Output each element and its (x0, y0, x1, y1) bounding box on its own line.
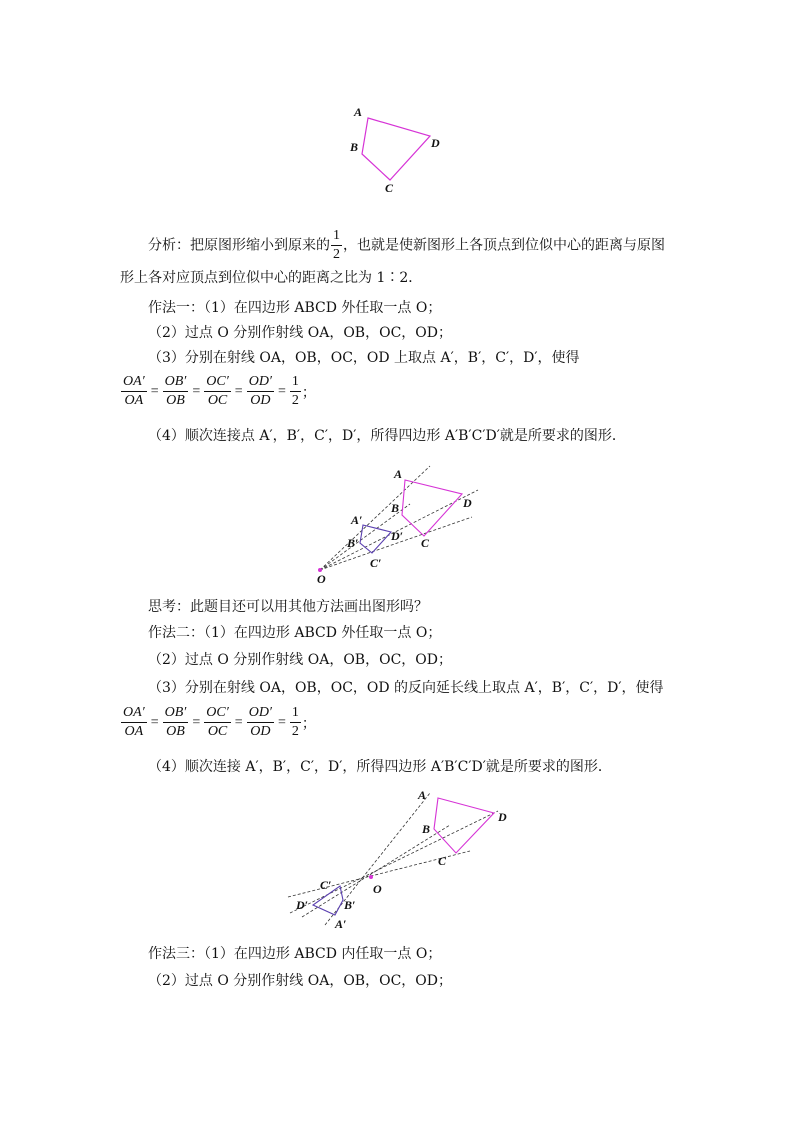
eq-sign: = (150, 714, 159, 730)
analysis-post: ，也就是使新图形上各顶点到位似中心的距离与原图 (343, 237, 665, 254)
ratio-end: ； (301, 385, 316, 401)
frac4-num: OD′ (247, 705, 274, 723)
label-d: D (498, 810, 507, 824)
label-b: B (422, 822, 431, 836)
analysis-line2: 形上各对应顶点到位似中心的距离之比为 1∶2． (120, 270, 423, 286)
figure-method1 (300, 462, 490, 587)
method1-step4: （4）顺次连接点 A′，B′，C′，D′，所得四边形 A′B′C′D′就是所要求的图形． (148, 428, 626, 444)
analysis-pre: 分析：把原图形缩小到原来的 (148, 237, 330, 254)
label-o: O (373, 882, 382, 896)
quad-abcd (362, 118, 430, 180)
label-d: D (431, 136, 440, 150)
method2-step3: （3）分别在射线 OA，OB，OC，OD 的反向延长线上取点 A′，B′，C′，D′，使得 (148, 680, 664, 696)
frac4-den: OD (250, 393, 271, 408)
ray-od (290, 811, 498, 913)
label-c: C (421, 536, 430, 550)
half-den: 2 (291, 393, 299, 408)
eq-sign: = (150, 383, 159, 399)
analysis-half-den: 2 (333, 247, 340, 262)
method1-step1: 作法一：（1）在四边形 ABCD 外任取一点 O； (148, 300, 442, 316)
ray-oc (320, 517, 472, 570)
quad-abcd (434, 798, 494, 853)
method2-step2: （2）过点 O 分别作射线 OA，OB，OC，OD； (148, 652, 452, 668)
label-a: A (354, 105, 363, 119)
frac1-den: OA (124, 393, 144, 408)
frac2-num: OB′ (163, 705, 189, 723)
method1-ratio-equation (120, 374, 316, 409)
eq-sign: = (234, 714, 243, 730)
quad-a1b1c1d1 (360, 525, 391, 553)
label-o: O (317, 572, 326, 586)
quad-abcd (402, 480, 462, 536)
method2-ratio-equation (120, 705, 316, 740)
label-b: B (391, 501, 400, 515)
label-a: A (418, 788, 427, 802)
eq-sign: = (234, 383, 243, 399)
eq-sign: = (192, 714, 201, 730)
label-d: D (463, 496, 472, 510)
method2-step1: 作法二：（1）在四边形 ABCD 外任取一点 O； (148, 625, 442, 641)
figure-method2 (280, 785, 520, 935)
eq-sign: = (192, 383, 201, 399)
method1-step2: （2）过点 O 分别作射线 OA，OB，OC，OD； (148, 325, 452, 341)
half-num: 1 (290, 374, 301, 392)
figure-original-quadrilateral (340, 100, 460, 200)
frac3-num: OC′ (204, 705, 231, 723)
ratio-end: ； (301, 716, 316, 732)
frac4-num: OD′ (247, 374, 274, 392)
method2-step4: （4）顺次连接 A′，B′，C′，D′，所得四边形 A′B′C′D′就是所要求的图形． (148, 759, 612, 775)
frac3-den: OC (207, 393, 228, 408)
label-c1: C′ (320, 878, 332, 892)
method3-step2: （2）过点 O 分别作射线 OA，OB，OC，OD； (148, 973, 452, 989)
frac3-den: OC (207, 724, 228, 739)
label-c1: C′ (370, 556, 382, 570)
label-c: C (438, 854, 447, 868)
think-question: 思考：此题目还可以用其他方法画出图形吗？ (148, 599, 428, 615)
analysis-half-num: 1 (331, 228, 342, 246)
frac4-den: OD (250, 724, 271, 739)
label-b1: B′ (347, 536, 359, 550)
label-b: B (350, 140, 359, 154)
eq-sign: = (278, 383, 286, 399)
frac2-den: OB (166, 724, 185, 739)
half-num: 1 (290, 705, 301, 723)
analysis-line1 (148, 228, 665, 263)
frac2-num: OB′ (163, 374, 189, 392)
label-a1: A′ (335, 917, 347, 931)
frac1-den: OA (124, 724, 144, 739)
eq-sign: = (278, 714, 286, 730)
label-d1: D′ (391, 529, 404, 543)
label-b1: B′ (344, 898, 356, 912)
frac1-num: OA′ (121, 705, 147, 723)
label-d1: D′ (296, 898, 309, 912)
frac3-num: OC′ (204, 374, 231, 392)
label-c: C (385, 181, 394, 195)
frac1-num: OA′ (121, 374, 147, 392)
label-a: A (394, 467, 403, 481)
method3-step1: 作法三：（1）在四边形 ABCD 内任取一点 O； (148, 946, 442, 962)
frac2-den: OB (166, 393, 185, 408)
half-den: 2 (291, 724, 299, 739)
method1-step3: （3）分别在射线 OA，OB，OC，OD 上取点 A′，B′，C′，D′，使得 (148, 350, 580, 366)
label-a1: A′ (351, 513, 363, 527)
point-o (369, 875, 373, 879)
